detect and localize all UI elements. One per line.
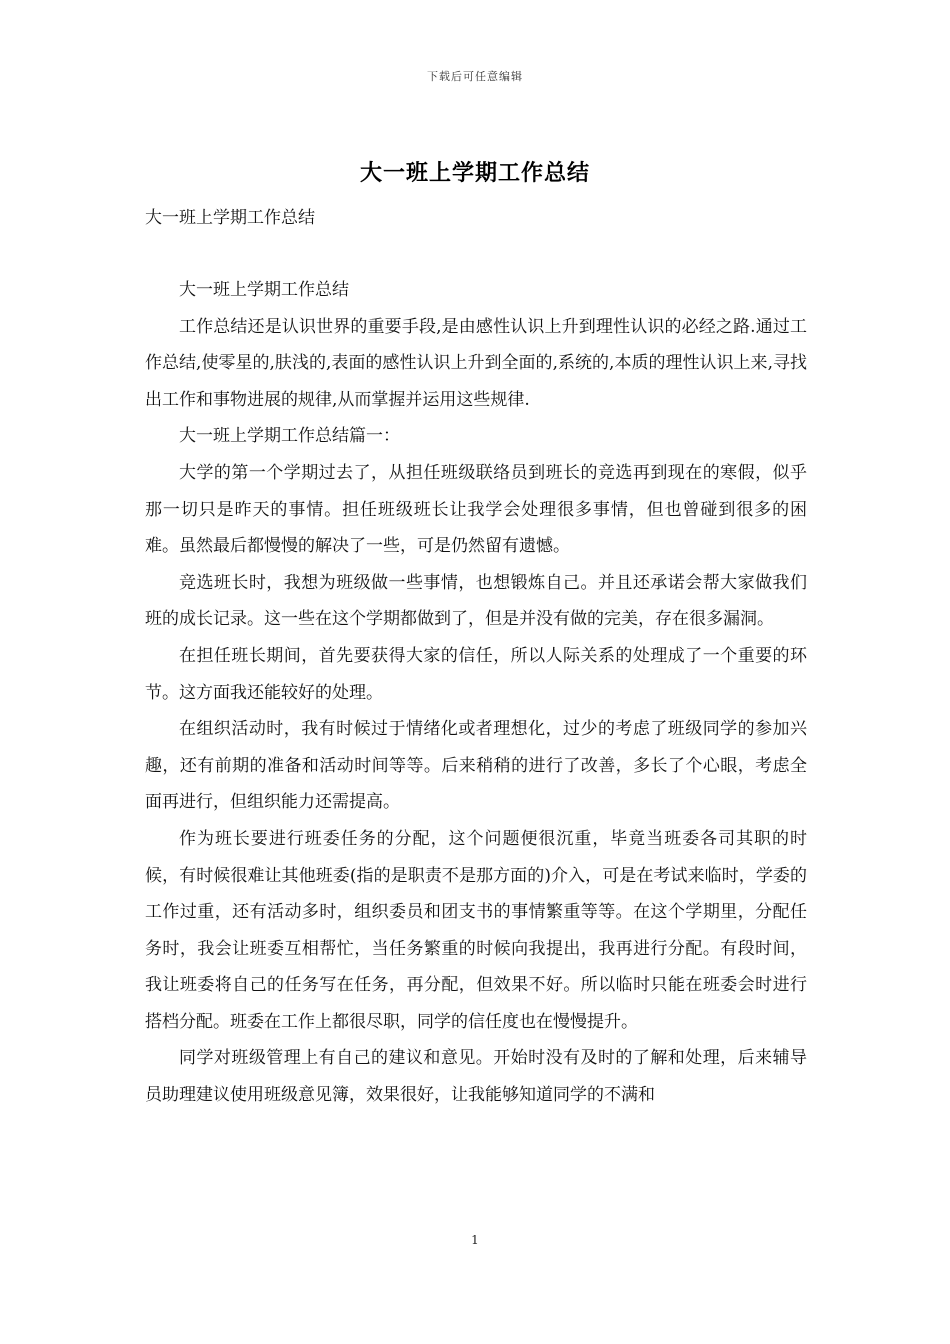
document-body xyxy=(145,272,807,1114)
paragraph: 大学的第一个学期过去了，从担任班级联络员到班长的竞选再到现在的寒假，似乎那一切只是昨天的事情。担任班级班长让我学会处理很多事情，但也曾碰到很多的困难。虽然最后都慢慢的解决了一些，可是仍然留有遗憾。 xyxy=(145,462,807,557)
paragraph-heading: 大一班上学期工作总结 xyxy=(179,280,349,300)
document-title: 大一班上学期工作总结 xyxy=(359,160,590,186)
paragraph: 同学对班级管理上有自己的建议和意见。开始时没有及时的了解和处理，后来辅导员助理建议使用班级意见簿，效果很好，让我能够知道同学的不满和 xyxy=(145,1048,807,1106)
header-note: 下载后可任意编辑 xyxy=(427,70,523,83)
paragraph: 在组织活动时，我有时候过于情绪化或者理想化，过少的考虑了班级同学的参加兴趣，还有前期的准备和活动时间等等。后来稍稍的进行了改善，多长了个心眼，考虑全面再进行，但组织能力还需提高。 xyxy=(145,719,807,813)
paragraph: 竞选班长时，我想为班级做一些事情，也想锻炼自己。并且还承诺会帮大家做我们班的成长记录。这一些在这个学期都做到了，但是并没有做的完美，存在很多漏洞。 xyxy=(145,572,807,630)
document-subtitle: 大一班上学期工作总结 xyxy=(145,208,315,228)
paragraph-intro: 工作总结还是认识世界的重要手段,是由感性认识上升到理性认识的必经之路.通过工作总结,使零星的,肤浅的,表面的感性认识上升到全面的,系统的,本质的理性认识上来,寻找出工作和事物进展的规律,从而掌握并运用这些规律. xyxy=(145,316,807,410)
paragraph: 在担任班长期间，首先要获得大家的信任，所以人际关系的处理成了一个重要的环节。这方面我还能较好的处理。 xyxy=(145,645,807,703)
paragraph-section-title: 大一班上学期工作总结篇一： xyxy=(179,426,400,447)
page-number: 1 xyxy=(471,1233,479,1247)
paragraph: 作为班长要进行班委任务的分配，这个问题便很沉重，毕竟当班委各司其职的时候，有时候很难让其他班委(指的是职责不是那方面的)介入，可是在考试来临时，学委的工作过重，还有活动多时，组织委员和团支书的事情繁重等等。在这个学期里，分配任务时，我会让班委互相帮忙，当任务繁重的时候向我提出，我再进行分配。有段时间，我让班委将自己的任务写在任务，再分配，但效果不好。所以临时只能在班委会时进行搭档分配。班委在工作上都很尽职，同学的信任度也在慢慢提升。 xyxy=(145,828,807,1032)
